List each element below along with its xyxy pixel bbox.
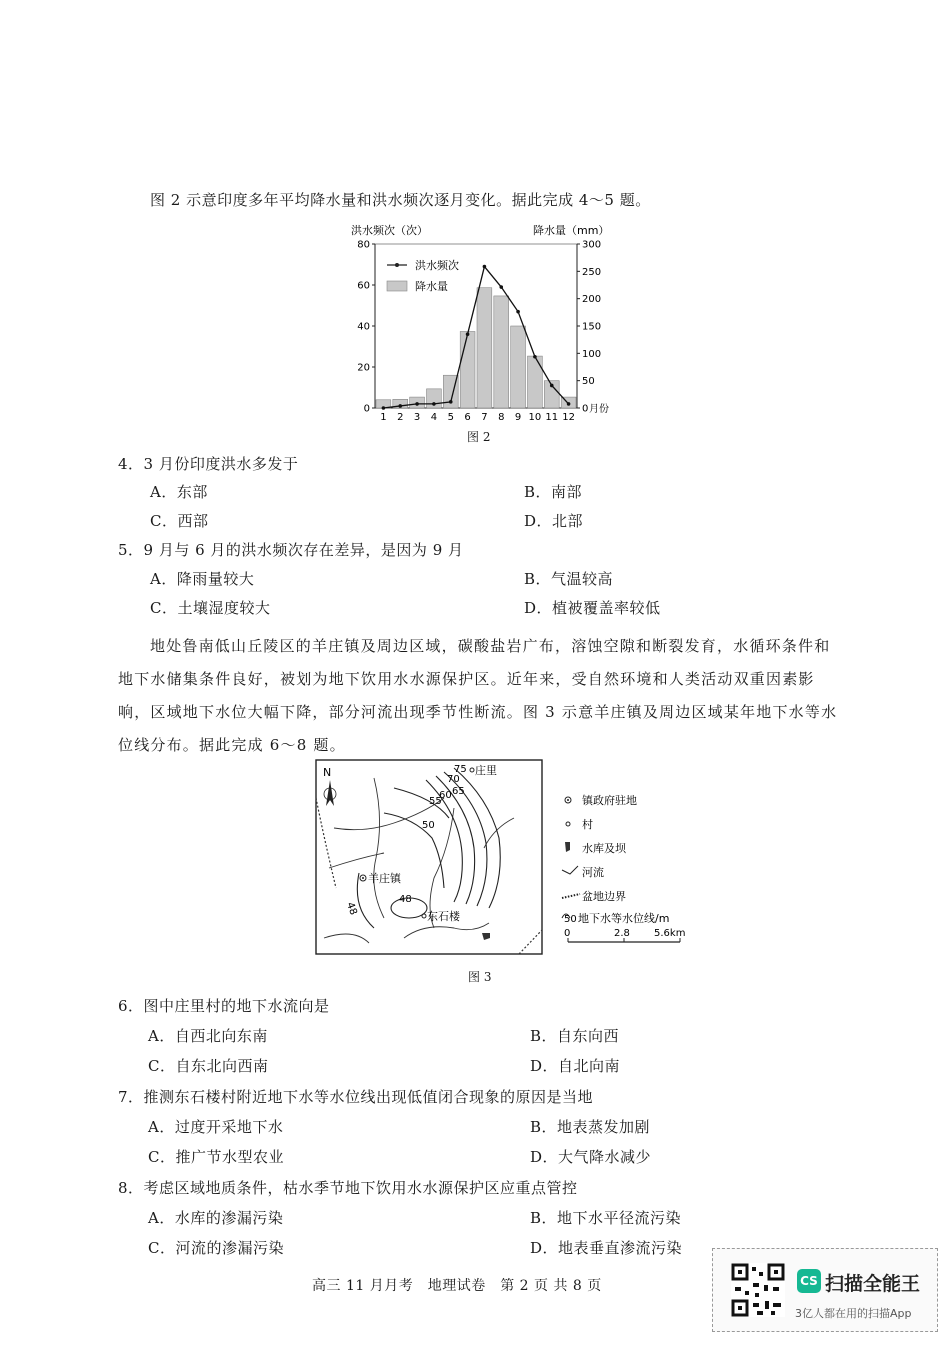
- page-footer: 高三 11 月月考 地理试卷 第 2 页 共 8 页: [312, 1278, 602, 1294]
- legend-bar-sample: [387, 281, 407, 291]
- legend-dot-sample: [395, 263, 399, 267]
- legend-basin: 盆地边界: [582, 890, 626, 903]
- flood-point: [398, 404, 402, 408]
- y-right-tick-label: 300: [582, 239, 602, 251]
- x-tick-label: 8: [498, 412, 505, 423]
- q4-option-c[interactable]: C．西部: [150, 512, 209, 530]
- place-zhuangli: 庄里: [475, 764, 497, 777]
- contour-48-west: 48: [344, 900, 359, 917]
- q6-option-a[interactable]: A．自西北向东南: [148, 1027, 268, 1045]
- chart-bars: [376, 288, 576, 408]
- q4-option-d[interactable]: D．北部: [524, 512, 584, 530]
- contour-48-closed: 48: [399, 894, 412, 905]
- rain-bar: [511, 326, 526, 408]
- rain-bar: [494, 296, 509, 408]
- contour-50: 50: [422, 820, 435, 831]
- q8-option-c[interactable]: C．河流的渗漏污染: [148, 1239, 284, 1257]
- fig2-intro: 图 2 示意印度多年平均降水量和洪水频次逐月变化。据此完成 4～5 题。: [150, 191, 651, 209]
- fig2-caption: 图 2: [467, 430, 491, 444]
- x-tick-label: 7: [481, 412, 488, 423]
- x-tick-label: 3: [413, 412, 421, 423]
- y-right-label: 降水量（mm）: [533, 224, 610, 237]
- x-tick-label: 12: [562, 412, 575, 423]
- contour-70: 70: [447, 774, 460, 785]
- scale-5-6: 5.6km: [654, 928, 686, 939]
- q4-option-a[interactable]: A．东部: [150, 483, 208, 501]
- flood-point: [382, 406, 386, 410]
- q4-option-b[interactable]: B．南部: [524, 483, 583, 501]
- legend-town: 镇政府驻地: [582, 794, 637, 807]
- x-unit: 月份: [589, 404, 609, 415]
- y-left-tick-label: 40: [357, 321, 370, 333]
- flood-point: [567, 402, 571, 406]
- q8-option-a[interactable]: A．水库的渗漏污染: [148, 1209, 284, 1227]
- reservoir-icon: [482, 933, 490, 940]
- y-left-tick-label: 20: [357, 362, 370, 374]
- flood-point: [432, 402, 436, 406]
- north-label: N: [323, 766, 332, 779]
- passage: 地处鲁南低山丘陵区的羊庄镇及周边区域，碳酸盐岩广布，溶蚀空隙和断裂发育，水循环条件和地下水储集条件良好，被划为地下饮用水水源保护区。近年来，受自然环境和人类活动双重因素影响，区域地下水位大幅下降，部分河流出现季节性断流。图 3 示意羊庄镇及周边区域某年地下水等水位线分布。据此完成 6～8 题。: [118, 637, 838, 754]
- camscanner-logo: CS: [797, 1269, 821, 1293]
- flood-point: [449, 400, 453, 404]
- legend-village: 村: [582, 818, 593, 831]
- legend-contour-sample: 50: [564, 914, 577, 925]
- basin-boundary: [316, 798, 336, 888]
- scale-0: 0: [564, 928, 571, 939]
- q5-stem: 5．9 月与 6 月的洪水频次存在差异，是因为 9 月: [118, 541, 464, 559]
- legend-river: 河流: [582, 866, 604, 879]
- x-tick-label: 9: [514, 412, 522, 423]
- q8-option-b[interactable]: B．地下水平径流污染: [530, 1209, 682, 1227]
- contour-65: 65: [452, 786, 465, 797]
- y-right-tick-label: 250: [582, 266, 602, 278]
- q4-stem: 4．3 月份印度洪水多发于: [118, 455, 299, 473]
- x-tick-label: 10: [528, 412, 542, 423]
- contour-lines: [357, 768, 500, 928]
- y-right-tick-label: 50: [582, 376, 595, 388]
- y-left-label: 洪水频次（次）: [351, 224, 428, 237]
- legend-contour: 地下水等水位线/m: [578, 912, 670, 925]
- village-icon-2: [422, 914, 426, 918]
- q7-option-d[interactable]: D．大气降水减少: [530, 1148, 652, 1166]
- q6-option-b[interactable]: B．自东向西: [530, 1027, 620, 1045]
- village-icon: [470, 768, 474, 772]
- contour-75: 75: [454, 764, 467, 775]
- q7-option-b[interactable]: B．地表蒸发加剧: [530, 1118, 651, 1136]
- q6-option-c[interactable]: C．自东北向西南: [148, 1057, 269, 1075]
- q5-option-b[interactable]: B．气温较高: [524, 570, 614, 588]
- q6-stem: 6．图中庄里村的地下水流向是: [118, 997, 330, 1015]
- scanner-watermark: [712, 1248, 938, 1332]
- q8-stem: 8．考虑区域地质条件，枯水季节地下饮用水水源保护区应重点管控: [118, 1179, 578, 1197]
- q6-option-d[interactable]: D．自北向南: [530, 1057, 621, 1075]
- rain-bar: [528, 356, 543, 408]
- q5-option-a[interactable]: A．降雨量较大: [150, 570, 255, 588]
- flood-point: [550, 384, 554, 388]
- legend-rain: 降水量: [415, 280, 448, 293]
- q5-option-d[interactable]: D．植被覆盖率较低: [524, 599, 661, 617]
- flood-point: [499, 285, 503, 289]
- qr-code-icon: [731, 1263, 785, 1317]
- fig2-chart: [345, 222, 615, 427]
- x-tick-label: 2: [397, 412, 404, 423]
- fig3-caption: 图 3: [468, 970, 492, 984]
- x-tick-label: 5: [447, 412, 454, 423]
- map-frame: [316, 760, 542, 954]
- x-tick-label: 4: [430, 412, 438, 423]
- fig3-map: [314, 758, 694, 958]
- rivers: [324, 778, 514, 943]
- q7-option-c[interactable]: C．推广节水型农业: [148, 1148, 284, 1166]
- y-left-tick-label: 0: [363, 403, 370, 415]
- y-right-tick-label: 0: [582, 403, 589, 415]
- x-tick-label: 1: [380, 412, 387, 423]
- flood-point: [516, 310, 520, 314]
- scale-2-8: 2.8: [614, 928, 630, 939]
- flood-point: [483, 265, 487, 269]
- q7-stem: 7．推测东石楼村附近地下水等水位线出现低值闭合现象的原因是当地: [118, 1088, 594, 1106]
- contour-55: 55: [429, 796, 442, 807]
- map-legend: [562, 793, 685, 942]
- flood-point: [415, 402, 419, 406]
- y-left-tick-label: 80: [357, 239, 370, 251]
- contour-60: 60: [439, 790, 452, 801]
- q7-option-a[interactable]: A．过度开采地下水: [148, 1118, 284, 1136]
- legend-reservoir: 水库及坝: [582, 842, 626, 855]
- flood-point: [533, 355, 537, 359]
- rain-bar: [460, 331, 475, 408]
- camscanner-subtitle: 3亿人都在用的扫描App: [795, 1307, 912, 1320]
- camscanner-title: 扫描全能王: [825, 1273, 921, 1295]
- place-dongshilou: 东石楼: [427, 910, 460, 923]
- y-right-tick-label: 100: [582, 348, 602, 360]
- flood-point: [466, 332, 470, 336]
- place-yangzhuang: 羊庄镇: [368, 872, 401, 885]
- x-tick-label: 6: [464, 412, 471, 423]
- y-right-tick-label: 150: [582, 321, 602, 333]
- x-tick-label: 11: [545, 412, 559, 423]
- rain-bar: [477, 288, 492, 408]
- y-right-tick-label: 200: [582, 294, 602, 306]
- q5-option-c[interactable]: C．土壤湿度较大: [150, 599, 271, 617]
- q8-option-d[interactable]: D．地表垂直渗流污染: [530, 1239, 683, 1257]
- north-arrow-icon: [326, 780, 334, 806]
- legend-flood: 洪水频次: [415, 259, 459, 272]
- y-left-tick-label: 60: [357, 280, 370, 292]
